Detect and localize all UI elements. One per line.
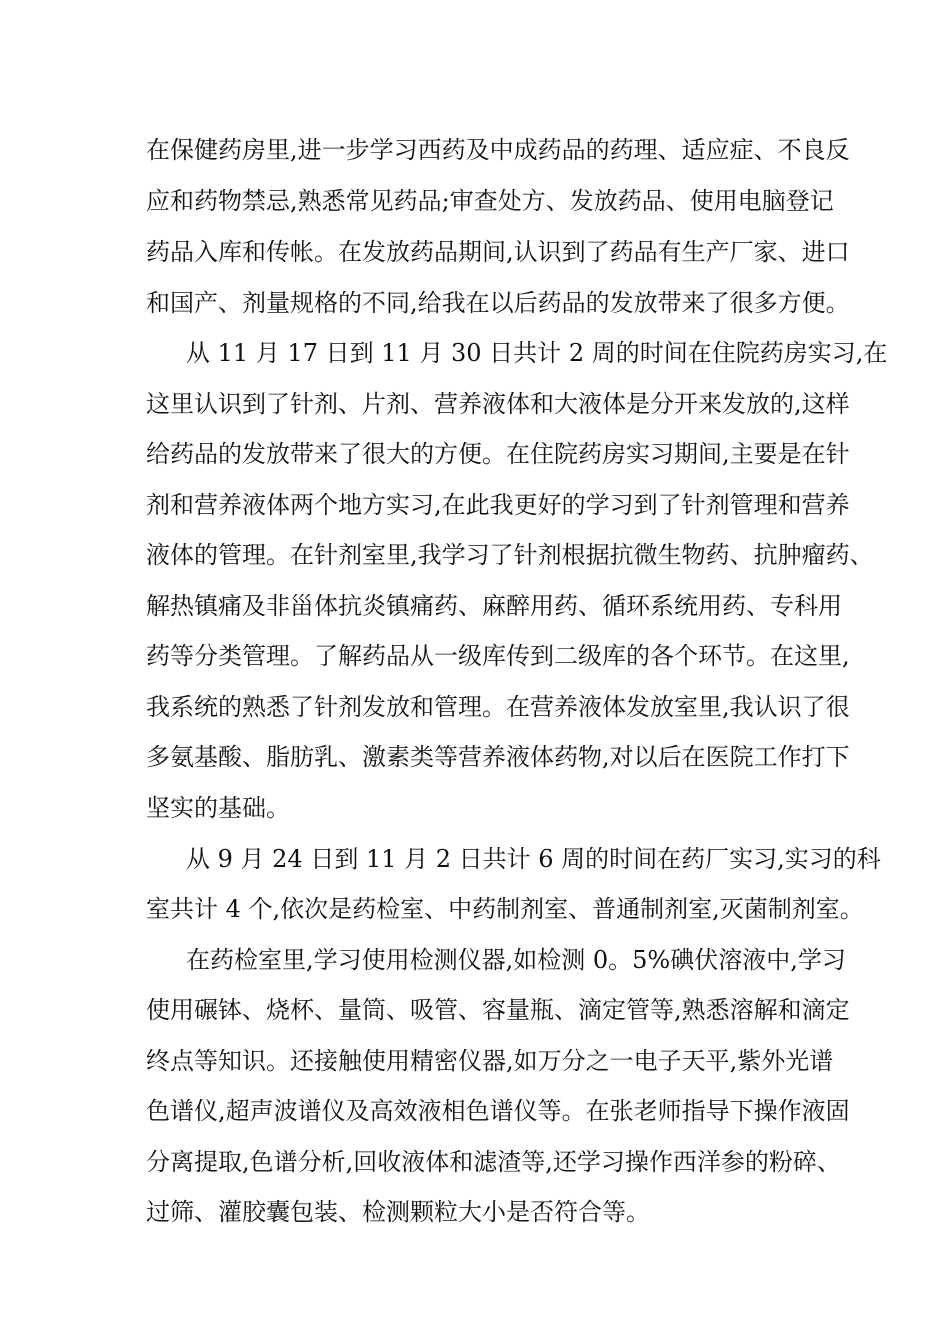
paragraph-start-line: 在药检室里,学习使用检测仪器,如检测 0。5%碘伏溶液中,学习: [186, 946, 846, 974]
text-line: 多氨基酸、脂肪乳、激素类等营养液体药物,对以后在医院工作打下: [146, 743, 850, 771]
text-line: 室共计 4 个,依次是药检室、中药制剂室、普通制剂室,灭菌制剂室。: [146, 895, 864, 923]
text-line: 使用碾钵、烧杯、量筒、吸管、容量瓶、滴定管等,熟悉溶解和滴定: [146, 996, 850, 1024]
text-line: 剂和营养液体两个地方实习,在此我更好的学习到了针剂管理和营养: [146, 491, 850, 519]
paragraph-start-line: 从 9 月 24 日到 11 月 2 日共计 6 周的时间在药厂实习,实习的科: [186, 845, 881, 873]
text-line: 应和药物禁忌,熟悉常见药品;审查处方、发放药品、使用电脑登记: [146, 187, 834, 215]
text-line: 分离提取,色谱分析,回收液体和滤渣等,还学习操作西洋参的粉碎、: [146, 1148, 841, 1176]
text-line: 和国产、剂量规格的不同,给我在以后药品的发放带来了很多方便。: [146, 289, 850, 317]
text-line: 终点等知识。还接触使用精密仪器,如万分之一电子天平,紫外光谱: [146, 1047, 834, 1075]
paragraph-start-line: 从 11 月 17 日到 11 月 30 日共计 2 周的时间在住院药房实习,在: [186, 339, 888, 367]
text-line: 坚实的基础。: [146, 794, 290, 822]
text-line: 过筛、灌胶囊包装、检测颗粒大小是否符合等。: [146, 1198, 650, 1226]
text-line: 给药品的发放带来了很大的方便。在住院药房实习期间,主要是在针: [146, 440, 850, 468]
text-line: 我系统的熟悉了针剂发放和管理。在营养液体发放室里,我认识了很: [146, 693, 850, 721]
text-line: 液体的管理。在针剂室里,我学习了针剂根据抗微生物药、抗肿瘤药、: [146, 541, 874, 569]
text-line: 在保健药房里,进一步学习西药及中成药品的药理、适应症、不良反: [146, 136, 850, 164]
text-line: 解热镇痛及非甾体抗炎镇痛药、麻醉用药、循环系统用药、专科用: [146, 592, 842, 620]
text-line: 这里认识到了针剂、片剂、营养液体和大液体是分开来发放的,这样: [146, 390, 850, 418]
text-line: 色谱仪,超声波谱仪及高效液相色谱仪等。在张老师指导下操作液固: [146, 1097, 850, 1125]
text-line: 药品入库和传帐。在发放药品期间,认识到了药品有生产厂家、进口: [146, 238, 850, 266]
text-line: 药等分类管理。了解药品从一级库传到二级库的各个环节。在这里,: [146, 642, 850, 670]
